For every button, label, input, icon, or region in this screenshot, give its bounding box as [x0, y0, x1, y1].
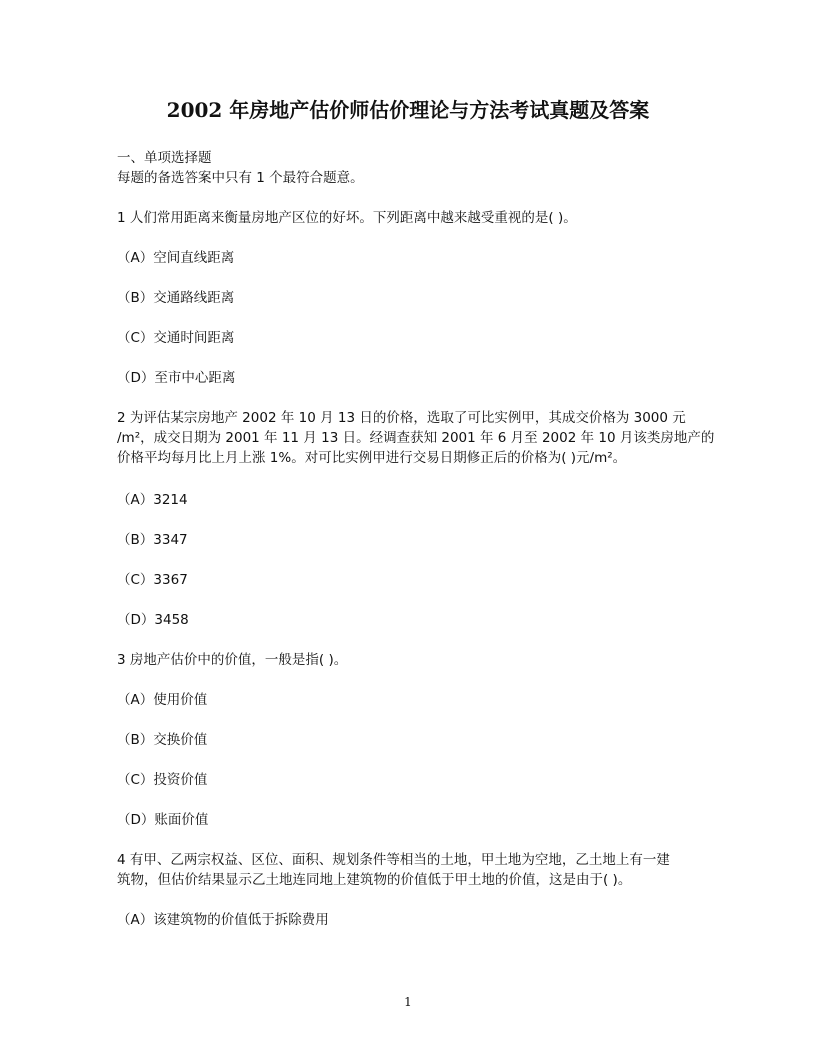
question-4-stem-line-1: 4 有甲、乙两宗权益、区位、面积、规划条件等相当的土地，甲土地为空地，乙土地上有一建 — [117, 852, 670, 868]
question-2-stem — [117, 408, 715, 468]
question-1-option-a: （A）空间直线距离 — [117, 250, 235, 266]
question-2-option-c: （C）3367 — [117, 572, 188, 588]
question-4-stem — [117, 850, 699, 890]
question-1-option-c: （C）交通时间距离 — [117, 330, 235, 346]
question-2-option-d: （D）3458 — [117, 612, 189, 628]
section-heading: 一、单项选择题 — [117, 150, 212, 166]
question-3-option-d: （D）账面价值 — [117, 812, 209, 828]
question-3-option-b: （B）交换价值 — [117, 732, 208, 748]
question-3-option-a: （A）使用价值 — [117, 692, 208, 708]
question-2-option-b: （B）3347 — [117, 532, 188, 548]
question-3-stem: 3 房地产估价中的价值，一般是指( )。 — [117, 652, 348, 668]
question-2-stem-line-3: 价格平均每月比上月上涨 1%。对可比实例甲进行交易日期修正后的价格为( )元/m²。 — [117, 450, 627, 466]
section-note: 每题的备选答案中只有 1 个最符合题意。 — [117, 170, 364, 186]
question-1-option-b: （B）交通路线距离 — [117, 290, 235, 306]
question-2-stem-line-2: /m²，成交日期为 2001 年 11 月 13 日。经调查获知 2001 年 6 月至 2002 年 10 月该类房地产的 — [117, 430, 715, 446]
question-2-stem-line-1: 2 为评估某宗房地产 2002 年 10 月 13 日的价格，选取了可比实例甲，其成交价格为 3000 元 — [117, 410, 686, 426]
question-4-option-a: （A）该建筑物的价值低于拆除费用 — [117, 912, 329, 928]
question-2-option-a: （A）3214 — [117, 492, 188, 508]
page-number: 1 — [404, 995, 412, 1009]
question-1-stem: 1 人们常用距离来衡量房地产区位的好坏。下列距离中越来越受重视的是( )。 — [117, 210, 577, 226]
section-header-block — [117, 148, 699, 188]
question-1-option-d: （D）至市中心距离 — [117, 370, 236, 386]
question-3-option-c: （C）投资价值 — [117, 772, 208, 788]
question-4-stem-line-2: 筑物，但估价结果显示乙土地连同地上建筑物的价值低于甲土地的价值，这是由于( )。 — [117, 872, 632, 888]
document-title: 2002 年房地产估价师估价理论与方法考试真题及答案 — [166, 98, 650, 122]
